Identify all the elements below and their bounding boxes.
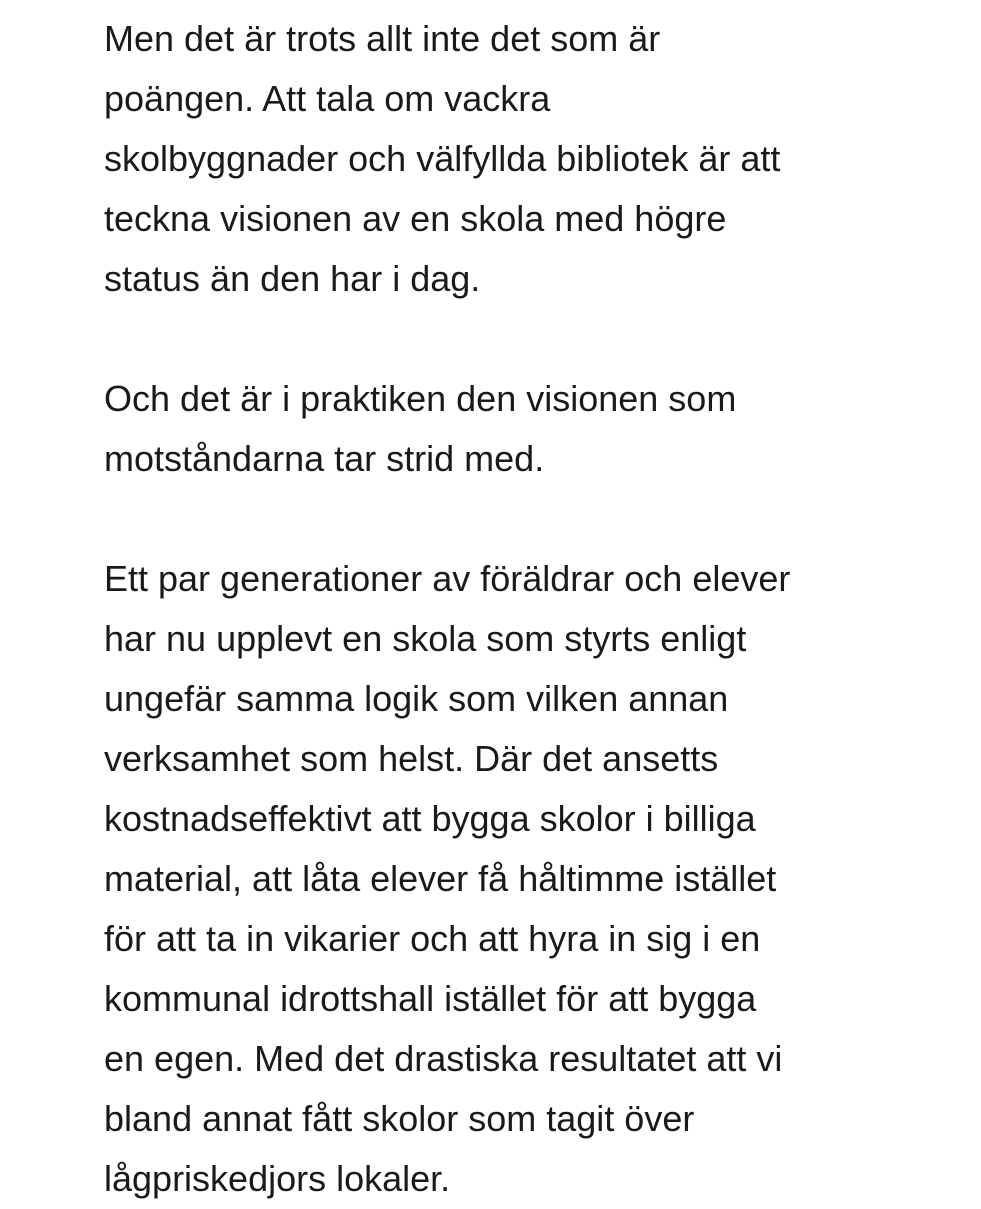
text-line: teckna visionen av en skola med högre [104,198,727,239]
text-line: ungefär samma logik som vilken annan [104,678,729,719]
text-line: bland annat fått skolor som tagit över [104,1098,695,1139]
text-line: kommunal idrottshall istället för att bygga [104,978,757,1019]
text-line: för att ta in vikarier och att hyra in sig i en [104,918,761,959]
paragraph-3 [104,549,964,1209]
text-line: verksamhet som helst. Där det ansetts [104,738,719,779]
text-line: har nu upplevt en skola som styrts enligt [104,618,747,659]
article-body [104,9,964,1209]
text-line: lågpriskedjors lokaler. [104,1158,451,1199]
text-line: status än den har i dag. [104,258,481,299]
text-line: material, att låta elever få håltimme istället [104,858,777,899]
text-line: poängen. Att tala om vackra [104,78,551,119]
text-line: en egen. Med det drastiska resultatet att vi [104,1038,783,1079]
text-line: motståndarna tar strid med. [104,438,545,479]
text-line: Och det är i praktiken den visionen som [104,378,737,419]
paragraph-2 [104,369,964,489]
text-line: kostnadseffektivt att bygga skolor i billiga [104,798,756,839]
text-line: Ett par generationer av föräldrar och elever [104,558,791,599]
text-line: skolbyggnader och välfyllda bibliotek är att [104,138,781,179]
text-line: Men det är trots allt inte det som är [104,18,661,59]
paragraph-1 [104,9,964,309]
